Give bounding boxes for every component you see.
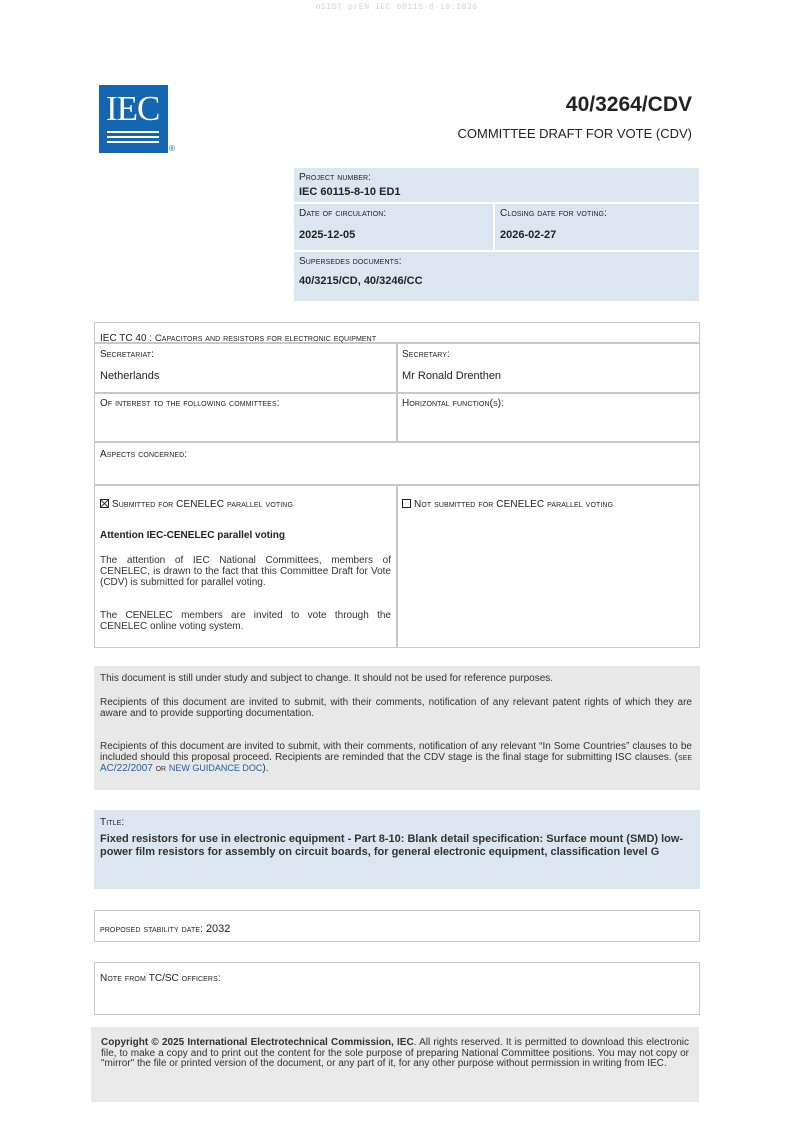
note-row <box>100 968 221 986</box>
notice-p3 <box>100 741 692 774</box>
secretariat-label: Secretariat: <box>100 349 154 360</box>
supersedes-docs: 40/3215/CD, 40/3246/CC <box>299 275 423 287</box>
note-label-c: officers: <box>178 973 221 984</box>
circulation-date: 2025-12-05 <box>299 229 356 241</box>
closing-date: 2026-02-27 <box>500 229 557 241</box>
note-label-b: TC/SC <box>148 973 179 984</box>
checked-box-icon[interactable] <box>100 499 109 508</box>
tc-prefix: IEC TC 40 : <box>100 333 155 344</box>
supersedes-cell <box>294 252 699 301</box>
tc-row <box>100 328 376 346</box>
secretariat: Netherlands <box>100 370 160 382</box>
notice-p3-text: Recipients of this document are invited to submit, with their comments, notification of any relevant “In Some Countries” clauses to be included should this proposal proceed. Recipients are reminded that the CDV stage is the final stage for submitting ISC clauses. ( <box>100 741 692 763</box>
watermark: oSIST prEN IEC 60115-8-10:2026 <box>315 2 478 12</box>
attention-title: Attention IEC-CENELEC parallel voting <box>100 530 286 541</box>
closing-label: Closing date for voting: <box>500 208 607 219</box>
aspects-label: Aspects concerned: <box>100 449 188 460</box>
notice-p1: This document is still under study and subject to change. It should not be used for reference purposes. <box>100 673 554 684</box>
note-label-a: Note from <box>100 973 149 984</box>
link-new-guidance-doc[interactable]: NEW GUIDANCE DOC <box>168 763 263 773</box>
project-number-cell <box>294 168 699 202</box>
interest-label: Of interest to the following committees: <box>100 398 280 409</box>
horizontal-label: Horizontal function(s): <box>402 398 505 409</box>
notice-see: see <box>677 752 692 763</box>
secretary-label: Secretary: <box>402 349 450 360</box>
attention-para-2: The CENELEC members are invited to vote through the CENELEC online voting system. <box>100 610 391 632</box>
submitted-option[interactable] <box>100 494 293 512</box>
document-type: COMMITTEE DRAFT FOR VOTE (CDV) <box>457 126 692 141</box>
notice-p2: Recipients of this document are invited to submit, with their comments, notification of any relevant patent rights of which they are aware and to provide supporting documentation. <box>100 697 692 719</box>
copyright-bold: Copyright © 2025 International Electrotechnical Commission, IEC <box>101 1037 414 1048</box>
iec-logo <box>99 85 168 153</box>
not-submitted-label: Not submitted for CENELEC parallel voting <box>414 499 614 510</box>
stability-value: 2032 <box>205 923 231 935</box>
notice-end: ). <box>262 763 269 774</box>
closing-cell <box>495 204 699 250</box>
circulation-label: Date of circulation: <box>299 208 387 219</box>
circulation-cell <box>294 204 493 250</box>
registered-mark: ® <box>169 144 175 153</box>
link-ac-22-2007[interactable]: AC/22/2007 <box>100 763 153 774</box>
notice-or: or <box>152 763 169 774</box>
title-label: Title: <box>100 817 125 828</box>
copyright-rest: . All rights reserved. It is permitted to download this electronic file, to make a copy and to print out the content for the sole purpose of preparing National Committee positions. You may not copy or "mirror" the file or printed version of the document, or any part of it, for any other purpose without permission in writing from IEC. <box>101 1037 689 1069</box>
empty-box-icon[interactable] <box>402 499 411 508</box>
supersedes-label: Supersedes documents: <box>299 256 402 267</box>
logo-text: IEC <box>106 89 160 128</box>
attention-para-1: The attention of IEC National Committees, members of CENELEC, is drawn to the fact that this Committee Draft for Vote (CDV) is submitted for parallel voting. <box>100 555 391 588</box>
not-submitted-option[interactable] <box>402 494 613 512</box>
document-title: Fixed resistors for use in electronic equipment - Part 8-10: Blank detail specification: Surface mount (SMD) low-power film resistors for assembly on circuit boards, for general electronic equipment, classification level G <box>100 833 684 858</box>
copyright-text <box>101 1038 689 1070</box>
submitted-label: Submitted for CENELEC parallel voting <box>112 499 293 510</box>
project-number: IEC 60115-8-10 ED1 <box>299 186 401 198</box>
project-number-label: Project number: <box>299 172 372 183</box>
document-number: 40/3264/CDV <box>565 93 692 116</box>
stability-row <box>100 919 230 937</box>
secretary: Mr Ronald Drenthen <box>402 370 502 382</box>
tc-name: Capacitors and resistors for electronic equipment <box>154 333 377 344</box>
stability-label: proposed stability date: <box>100 924 206 935</box>
title-cell <box>94 810 700 889</box>
